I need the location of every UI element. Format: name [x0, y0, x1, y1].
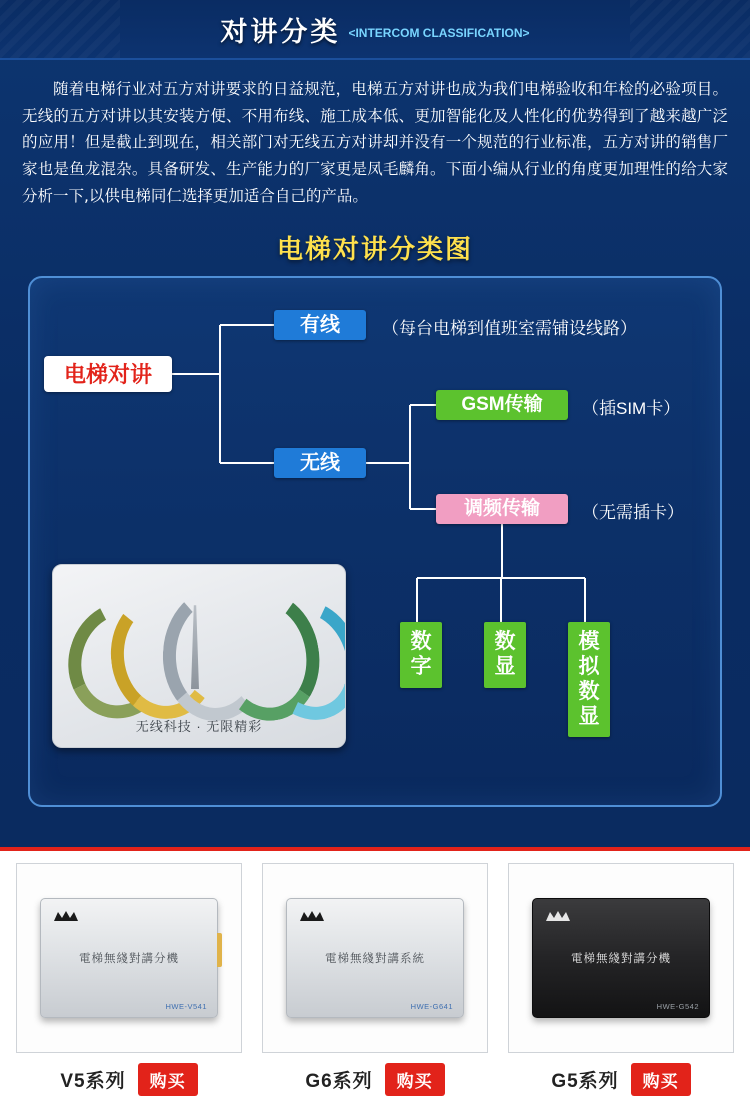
- section-title: 电梯对讲分类图: [276, 234, 473, 265]
- product-card[interactable]: [508, 863, 734, 1117]
- brand-logo-icon: [545, 909, 575, 923]
- note-fm: （无需插卡）: [582, 503, 684, 523]
- device-model: HWE-V541: [165, 1002, 207, 1011]
- page-title: 对讲分类: [220, 16, 341, 47]
- note-wired: （每台电梯到值班室需铺设线路）: [382, 319, 637, 339]
- node-leaf-digital: 数字: [400, 622, 442, 688]
- product-footer: [551, 1063, 690, 1096]
- page-subtitle: <INTERCOM CLASSIFICATION>: [348, 26, 530, 40]
- node-gsm: GSM传输: [436, 390, 568, 420]
- product-series-name: V5系列: [60, 1071, 126, 1092]
- product-image-frame: [262, 863, 488, 1053]
- photo-caption: 无线科技 · 无限精彩: [135, 719, 263, 735]
- intro-paragraph: 随着电梯行业对五方对讲要求的日益规范，电梯五方对讲也成为我们电梯验收和年检的必验项目。无线的五方对讲以其安装方便、不用布线、施工成本低、更加智能化及人性化的优势得到了越来越广泛的应用！但是截止到现在，相关部门对无线五方对讲却并没有一个规范的行业标准，五方对讲的销售厂家也是鱼龙混杂。具备研发、生产能力的厂家更是凤毛麟角。下面小编从行业的角度更加理性的给大家分析一下,以供电梯同仁选择更加适合自己的产品。: [22, 80, 728, 205]
- device-model: HWE-G542: [656, 1002, 699, 1011]
- product-footer: [305, 1063, 444, 1096]
- brand-logo-icon: [299, 909, 329, 923]
- node-leaf-analog-display: 模拟数显: [568, 622, 610, 737]
- product-series-name: G6系列: [305, 1071, 373, 1092]
- buy-button[interactable]: 购买: [138, 1063, 198, 1096]
- product-footer: [60, 1063, 197, 1096]
- page-header: [0, 0, 750, 60]
- device-label: 電梯無綫對講分機: [571, 953, 671, 965]
- device-label: 電梯無綫對講分機: [79, 953, 179, 965]
- device-side-connector: [217, 933, 222, 967]
- node-fm: 调频传输: [436, 494, 568, 524]
- device-photo: [532, 898, 710, 1018]
- note-gsm: （插SIM卡）: [582, 399, 681, 419]
- device-model: HWE-G641: [410, 1002, 453, 1011]
- promo-photo-card: [52, 564, 346, 748]
- product-card[interactable]: [16, 863, 242, 1117]
- device-photo: [40, 898, 218, 1018]
- product-strip: [0, 847, 750, 1117]
- buy-button[interactable]: 购买: [385, 1063, 445, 1096]
- buy-button[interactable]: 购买: [631, 1063, 691, 1096]
- node-root: 电梯对讲: [44, 356, 172, 392]
- classification-diagram: [28, 276, 722, 807]
- product-card[interactable]: [262, 863, 488, 1117]
- device-label: 電梯無綫對講系統: [325, 953, 425, 965]
- node-leaf-numeric-display: 数显: [484, 622, 526, 688]
- node-wireless: 无线: [274, 448, 366, 478]
- product-image-frame: [16, 863, 242, 1053]
- brand-logo-icon: [53, 909, 83, 923]
- product-series-name: G5系列: [551, 1071, 619, 1092]
- node-wired: 有线: [274, 310, 366, 340]
- product-image-frame: [508, 863, 734, 1053]
- device-photo: [286, 898, 464, 1018]
